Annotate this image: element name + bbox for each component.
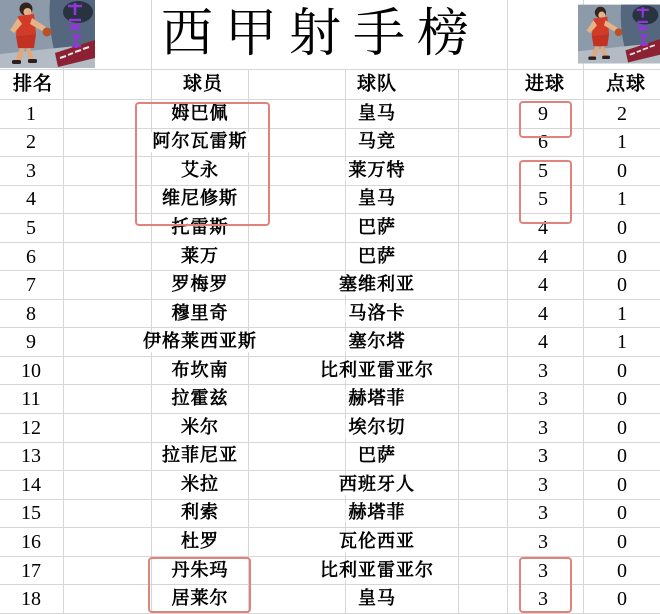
rank-cell: 2 bbox=[23, 131, 39, 153]
penalties-cell: 0 bbox=[614, 360, 630, 382]
goals-cell: 3 bbox=[535, 560, 551, 582]
rank-cell: 14 bbox=[18, 474, 44, 496]
penalties-cell: 0 bbox=[614, 417, 630, 439]
player-cell: 拉霍兹 bbox=[169, 389, 232, 409]
table-row bbox=[0, 528, 660, 557]
rank-cell: 16 bbox=[18, 531, 44, 553]
rank-cell: 3 bbox=[23, 160, 39, 182]
rank-cell: 9 bbox=[23, 331, 39, 353]
penalties-cell: 0 bbox=[614, 445, 630, 467]
team-cell: 莱万特 bbox=[346, 161, 409, 181]
goals-cell: 4 bbox=[535, 331, 551, 353]
goals-cell: 3 bbox=[535, 445, 551, 467]
player-cell: 丹朱玛 bbox=[169, 561, 232, 581]
table-row bbox=[0, 271, 660, 300]
team-cell: 比利亚雷亚尔 bbox=[317, 561, 437, 581]
team-cell: 赫塔菲 bbox=[346, 504, 409, 524]
player-cell: 姆巴佩 bbox=[169, 104, 232, 124]
player-cell: 布坎南 bbox=[169, 361, 232, 381]
table-row bbox=[0, 300, 660, 329]
goals-cell: 4 bbox=[535, 274, 551, 296]
goals-cell: 3 bbox=[535, 474, 551, 496]
table-row bbox=[0, 500, 660, 529]
rank-cell: 12 bbox=[18, 417, 44, 439]
team-cell: 马洛卡 bbox=[346, 304, 409, 324]
penalties-cell: 1 bbox=[614, 188, 630, 210]
table-header-row bbox=[0, 70, 660, 100]
penalties-cell: 0 bbox=[614, 531, 630, 553]
penalties-cell: 0 bbox=[614, 274, 630, 296]
player-cell: 米拉 bbox=[178, 475, 222, 495]
team-cell: 瓦伦西亚 bbox=[336, 532, 418, 552]
player-cell: 托雷斯 bbox=[169, 218, 232, 238]
team-cell: 赫塔菲 bbox=[346, 389, 409, 409]
team-cell: 塞尔塔 bbox=[346, 332, 409, 352]
header-goals: 进球 bbox=[522, 74, 568, 95]
penalties-cell: 0 bbox=[614, 588, 630, 610]
penalties-cell: 0 bbox=[614, 474, 630, 496]
player-cell: 艾永 bbox=[178, 161, 222, 181]
penalties-cell: 0 bbox=[614, 502, 630, 524]
penalties-cell: 0 bbox=[614, 388, 630, 410]
basketball-player-artwork-icon bbox=[578, 0, 660, 68]
penalties-cell: 2 bbox=[614, 103, 630, 125]
table-row bbox=[0, 357, 660, 386]
player-cell: 杜罗 bbox=[178, 532, 222, 552]
player-cell: 维尼修斯 bbox=[159, 190, 241, 210]
goals-cell: 3 bbox=[535, 360, 551, 382]
rank-cell: 10 bbox=[18, 360, 44, 382]
goals-cell: 4 bbox=[535, 246, 551, 268]
header-rank: 排名 bbox=[10, 74, 56, 95]
page-title: 西甲射手榜 bbox=[159, 0, 483, 69]
rank-cell: 1 bbox=[23, 103, 39, 125]
player-cell: 居莱尔 bbox=[169, 589, 232, 609]
table-row bbox=[0, 443, 660, 472]
goals-cell: 5 bbox=[535, 160, 551, 182]
penalties-cell: 0 bbox=[614, 160, 630, 182]
highlight-box-players-top bbox=[135, 102, 270, 226]
player-cell: 莱万 bbox=[178, 247, 222, 267]
table-row bbox=[0, 328, 660, 357]
table-row bbox=[0, 414, 660, 443]
rank-cell: 4 bbox=[23, 188, 39, 210]
penalties-cell: 0 bbox=[614, 560, 630, 582]
basketball-player-artwork-icon bbox=[0, 0, 95, 68]
rank-cell: 13 bbox=[18, 445, 44, 467]
player-cell: 罗梅罗 bbox=[169, 275, 232, 295]
table-row bbox=[0, 243, 660, 272]
penalties-cell: 0 bbox=[614, 246, 630, 268]
player-cell: 利索 bbox=[178, 504, 222, 524]
team-cell: 塞维利亚 bbox=[336, 275, 418, 295]
title-row bbox=[0, 0, 660, 70]
highlight-box-goals-rank1 bbox=[519, 101, 572, 138]
table-row bbox=[0, 385, 660, 414]
team-cell: 比利亚雷亚尔 bbox=[317, 361, 437, 381]
team-cell: 马竞 bbox=[355, 132, 399, 152]
goals-cell: 3 bbox=[535, 417, 551, 439]
rank-cell: 7 bbox=[23, 274, 39, 296]
team-cell: 皇马 bbox=[355, 190, 399, 210]
goals-cell: 3 bbox=[535, 502, 551, 524]
rank-cell: 17 bbox=[18, 560, 44, 582]
goals-cell: 3 bbox=[535, 388, 551, 410]
player-cell: 阿尔瓦雷斯 bbox=[150, 132, 251, 152]
goals-cell: 4 bbox=[535, 303, 551, 325]
header-penalties: 点球 bbox=[603, 74, 649, 95]
penalties-cell: 1 bbox=[614, 331, 630, 353]
team-cell: 皇马 bbox=[355, 104, 399, 124]
player-cell: 穆里奇 bbox=[169, 304, 232, 324]
highlight-box-goals-rank3-4 bbox=[519, 160, 572, 224]
penalties-cell: 0 bbox=[614, 217, 630, 239]
table-row bbox=[0, 471, 660, 500]
goals-cell: 6 bbox=[535, 131, 551, 153]
rank-cell: 5 bbox=[23, 217, 39, 239]
header-player: 球员 bbox=[180, 74, 226, 95]
highlight-box-goals-rank17-18 bbox=[519, 557, 572, 613]
player-cell: 伊格莱西亚斯 bbox=[140, 332, 260, 352]
team-cell: 埃尔切 bbox=[346, 418, 409, 438]
rank-cell: 11 bbox=[18, 388, 43, 410]
goals-cell: 9 bbox=[535, 103, 551, 125]
penalties-cell: 1 bbox=[614, 303, 630, 325]
penalties-cell: 1 bbox=[614, 131, 630, 153]
team-cell: 巴萨 bbox=[355, 247, 399, 267]
highlight-box-players-bottom bbox=[148, 557, 251, 613]
goals-cell: 3 bbox=[535, 588, 551, 610]
team-cell: 皇马 bbox=[355, 589, 399, 609]
rank-cell: 8 bbox=[23, 303, 39, 325]
goals-cell: 5 bbox=[535, 188, 551, 210]
team-cell: 西班牙人 bbox=[336, 475, 418, 495]
team-cell: 巴萨 bbox=[355, 218, 399, 238]
header-team: 球队 bbox=[354, 74, 400, 95]
player-cell: 米尔 bbox=[178, 418, 222, 438]
team-cell: 巴萨 bbox=[355, 446, 399, 466]
rank-cell: 15 bbox=[18, 502, 44, 524]
goals-cell: 4 bbox=[535, 217, 551, 239]
rank-cell: 6 bbox=[23, 246, 39, 268]
rank-cell: 18 bbox=[18, 588, 44, 610]
player-cell: 拉菲尼亚 bbox=[159, 446, 241, 466]
goals-cell: 3 bbox=[535, 531, 551, 553]
